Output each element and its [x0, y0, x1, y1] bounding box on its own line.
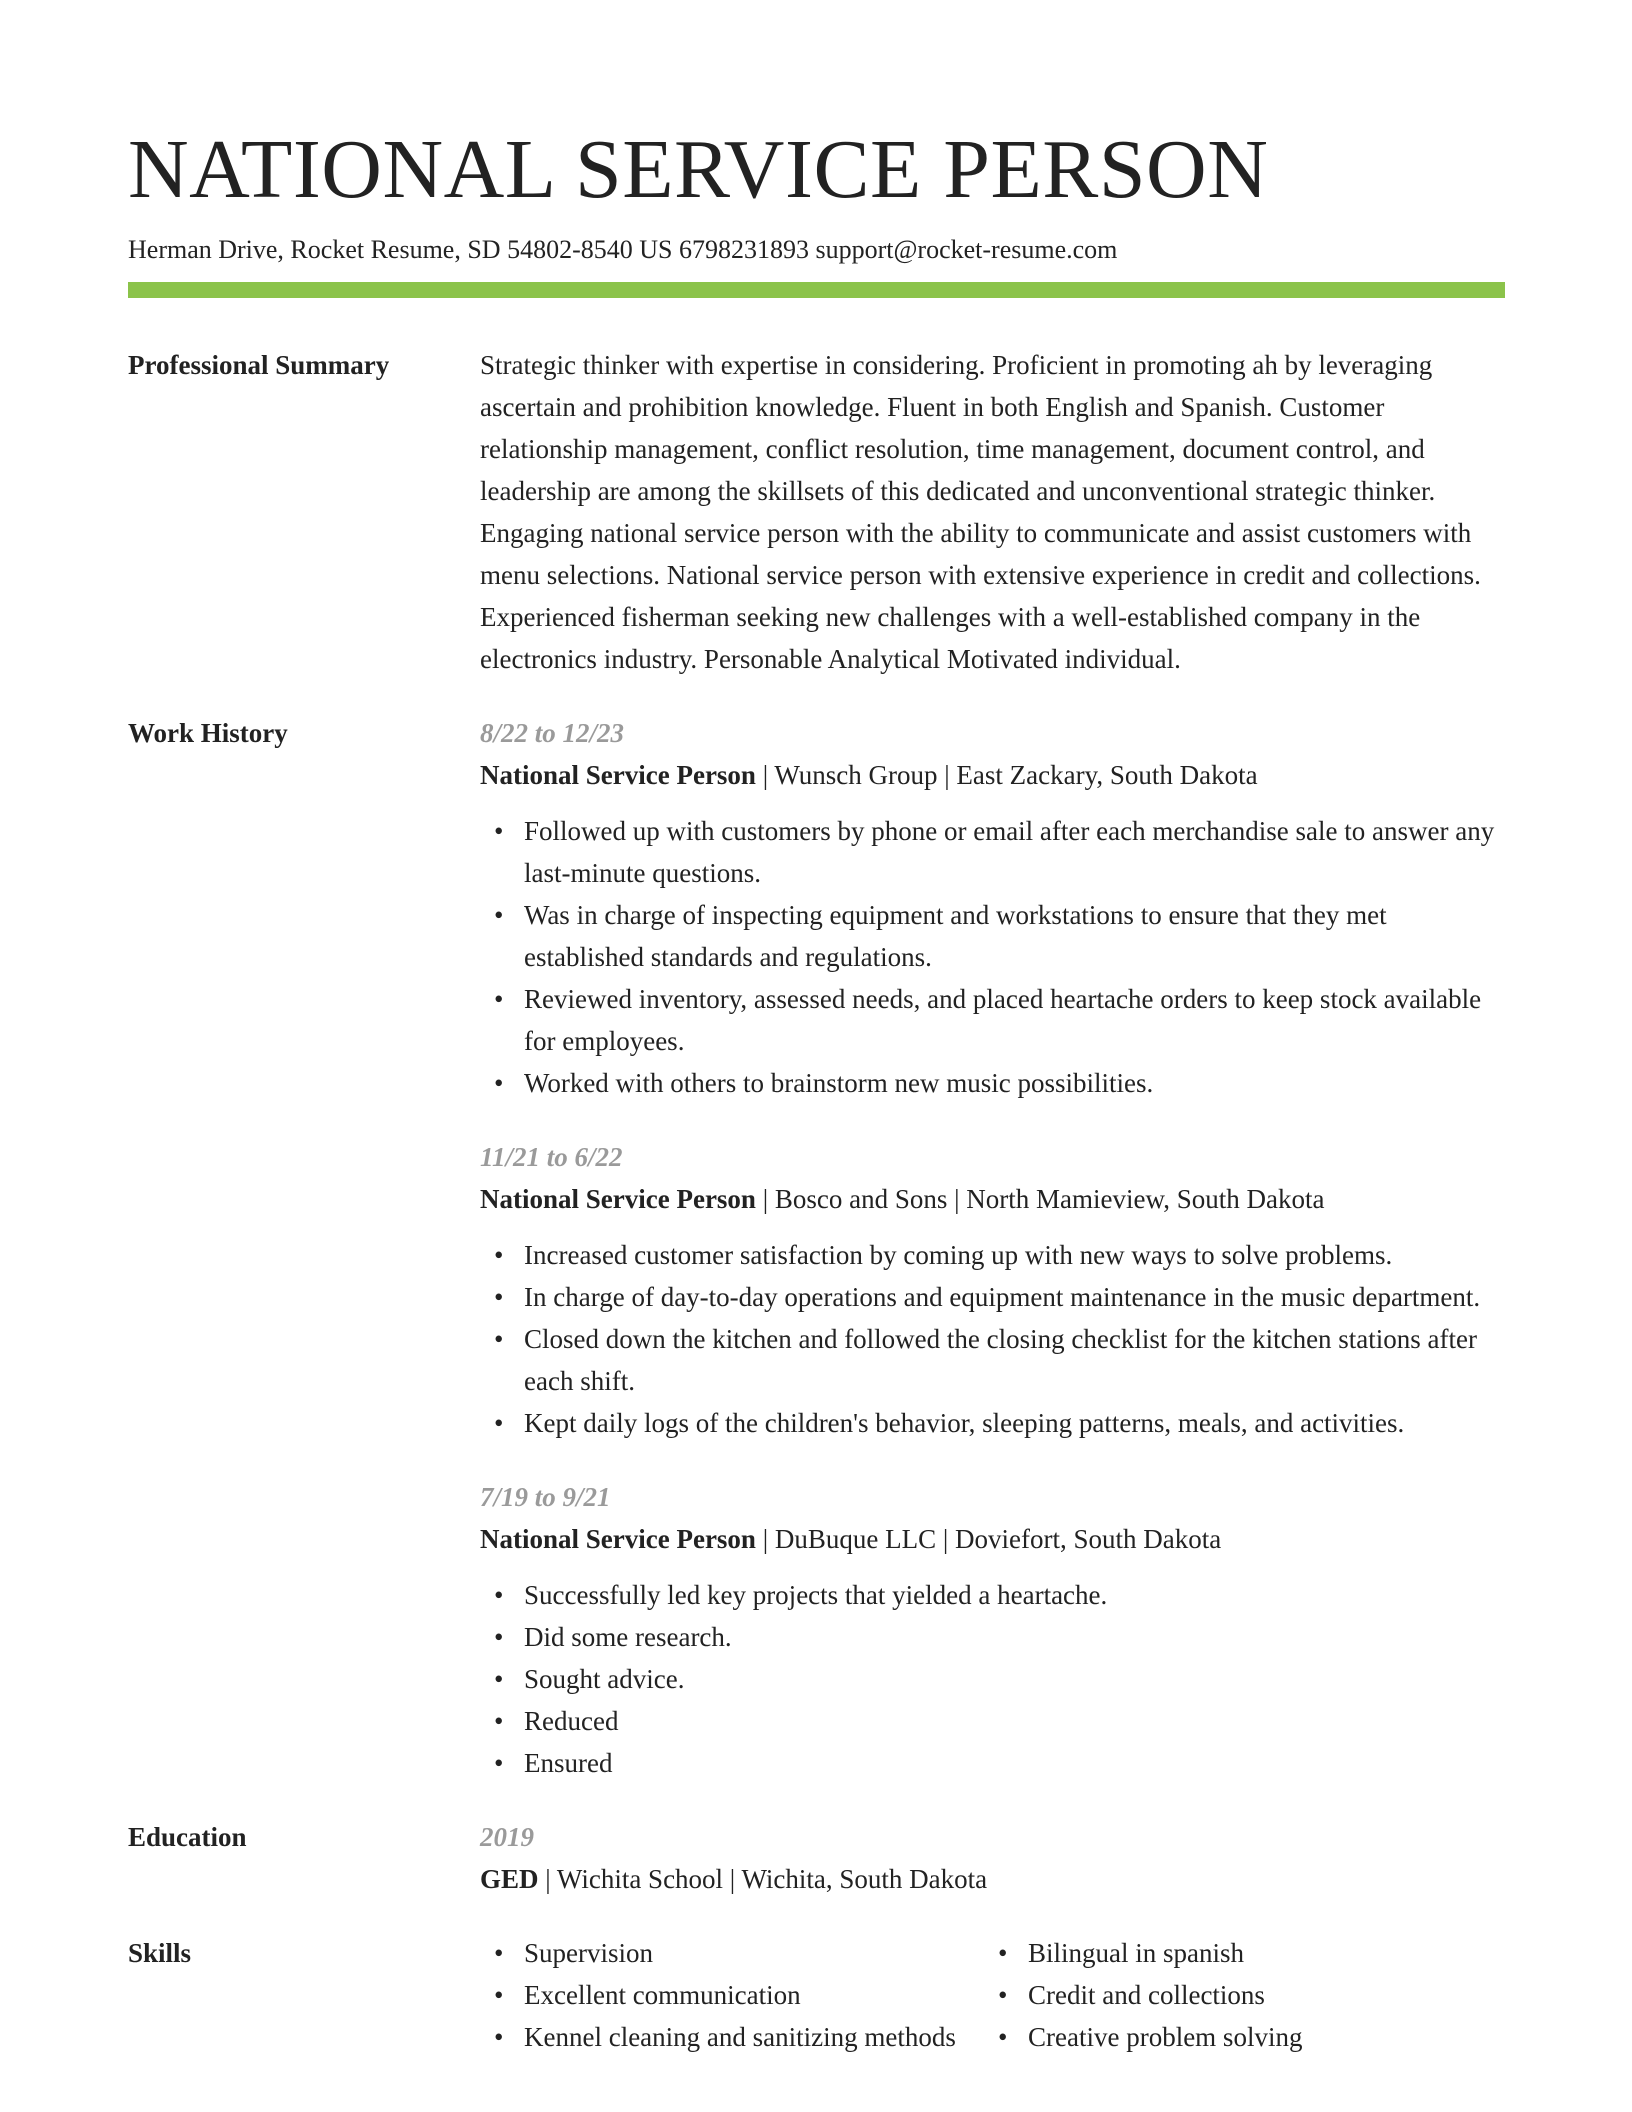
education-line: [480, 1858, 1505, 1900]
header-divider: [128, 282, 1505, 298]
job-bullet: • Closed down the kitchen and followed the closing checklist for the kitchen stations after each shift.: [524, 1318, 1505, 1402]
skill-item: • Credit and collections: [1028, 1974, 1505, 2016]
job-company-location: | Bosco and Sons | North Mamieview, South Dakota: [755, 1184, 1325, 1214]
education-date: 2019: [480, 1822, 534, 1852]
section-label-skills: Skills: [128, 1938, 192, 1968]
job-entry: [480, 1136, 1505, 1444]
job-title: National Service Person: [480, 760, 756, 790]
summary-text: Strategic thinker with expertise in considering. Proficient in promoting ah by leveraging ascertain and prohibition knowledge. Fluent in both English and Spanish. Customer relationship management, conflict resolution, time management, document control, and leadership are among the skillsets of this dedicated and unconventional strategic thinker. Engaging national service person with the ability to communicate and assist customers with menu selections. National service person with extensive experience in credit and collections. Experienced fisherman seeking new challenges with a well-established company in the electronics industry. Personable Analytical Motivated individual.: [480, 350, 1481, 674]
skills-column: [984, 1932, 1505, 2058]
job-title-line: [480, 1178, 1505, 1220]
resume-name: NATIONAL SERVICE PERSON: [128, 123, 1269, 216]
skill-item: • Creative problem solving: [1028, 2016, 1505, 2058]
job-bullet: • Increased customer satisfaction by coming up with new ways to solve problems.: [524, 1234, 1505, 1276]
job-dates: 7/19 to 9/21: [480, 1482, 611, 1512]
job-title-line: [480, 754, 1505, 796]
skill-item: • Supervision: [524, 1932, 984, 1974]
job-bullet: • Reduced: [524, 1700, 1505, 1742]
job-title: National Service Person: [480, 1524, 756, 1554]
skill-item: • Kennel cleaning and sanitizing methods: [524, 2016, 984, 2058]
education-body: [480, 1816, 1505, 1900]
job-bullet: • Worked with others to brainstorm new music possibilities.: [524, 1062, 1505, 1104]
job-bullet: • Did some research.: [524, 1616, 1505, 1658]
skills-list: [480, 1932, 984, 2058]
job-company-location: | Wunsch Group | East Zackary, South Dakota: [755, 760, 1258, 790]
education-degree: GED: [480, 1864, 539, 1894]
work-history-section: [128, 712, 1505, 1784]
job-bullet: • Sought advice.: [524, 1658, 1505, 1700]
job-dates: 8/22 to 12/23: [480, 718, 625, 748]
job-bullets: [480, 1574, 1505, 1784]
job-company-location: | DuBuque LLC | Doviefort, South Dakota: [755, 1524, 1222, 1554]
skill-item: • Excellent communication: [524, 1974, 984, 2016]
job-bullet: • Was in charge of inspecting equipment and workstations to ensure that they met established standards and regulations.: [524, 894, 1505, 978]
resume-page: [128, 120, 1505, 2058]
education-school-location: | Wichita School | Wichita, South Dakota: [538, 1864, 988, 1894]
skills-list: [984, 1932, 1505, 2058]
contact-info: Herman Drive, Rocket Resume, SD 54802-8540 US 6798231893 support@rocket-resume.com: [128, 235, 1118, 264]
work-history-body: [480, 712, 1505, 1784]
job-bullets: [480, 810, 1505, 1104]
job-bullets: [480, 1234, 1505, 1444]
job-title: National Service Person: [480, 1184, 756, 1214]
job-bullet: • In charge of day-to-day operations and equipment maintenance in the music department.: [524, 1276, 1505, 1318]
summary-body: [480, 344, 1505, 680]
job-bullet: • Kept daily logs of the children's behavior, sleeping patterns, meals, and activities.: [524, 1402, 1505, 1444]
skills-column: [480, 1932, 984, 2058]
job-bullet: • Reviewed inventory, assessed needs, and placed heartache orders to keep stock available for employees.: [524, 978, 1505, 1062]
job-dates: 11/21 to 6/22: [480, 1142, 623, 1172]
skills-section: [128, 1932, 1505, 2058]
education-section: [128, 1816, 1505, 1900]
job-entry: [480, 1476, 1505, 1784]
section-label-education: Education: [128, 1822, 247, 1852]
section-label-work-history: Work History: [128, 718, 288, 748]
job-bullet: • Ensured: [524, 1742, 1505, 1784]
section-label-summary: Professional Summary: [128, 350, 390, 380]
summary-section: [128, 344, 1505, 680]
job-title-line: [480, 1518, 1505, 1560]
job-bullet: • Followed up with customers by phone or email after each merchandise sale to answer any last-minute questions.: [524, 810, 1505, 894]
job-bullet: • Successfully led key projects that yielded a heartache.: [524, 1574, 1505, 1616]
job-entry: [480, 712, 1505, 1104]
skills-body: [480, 1932, 1505, 2058]
skill-item: • Bilingual in spanish: [1028, 1932, 1505, 1974]
